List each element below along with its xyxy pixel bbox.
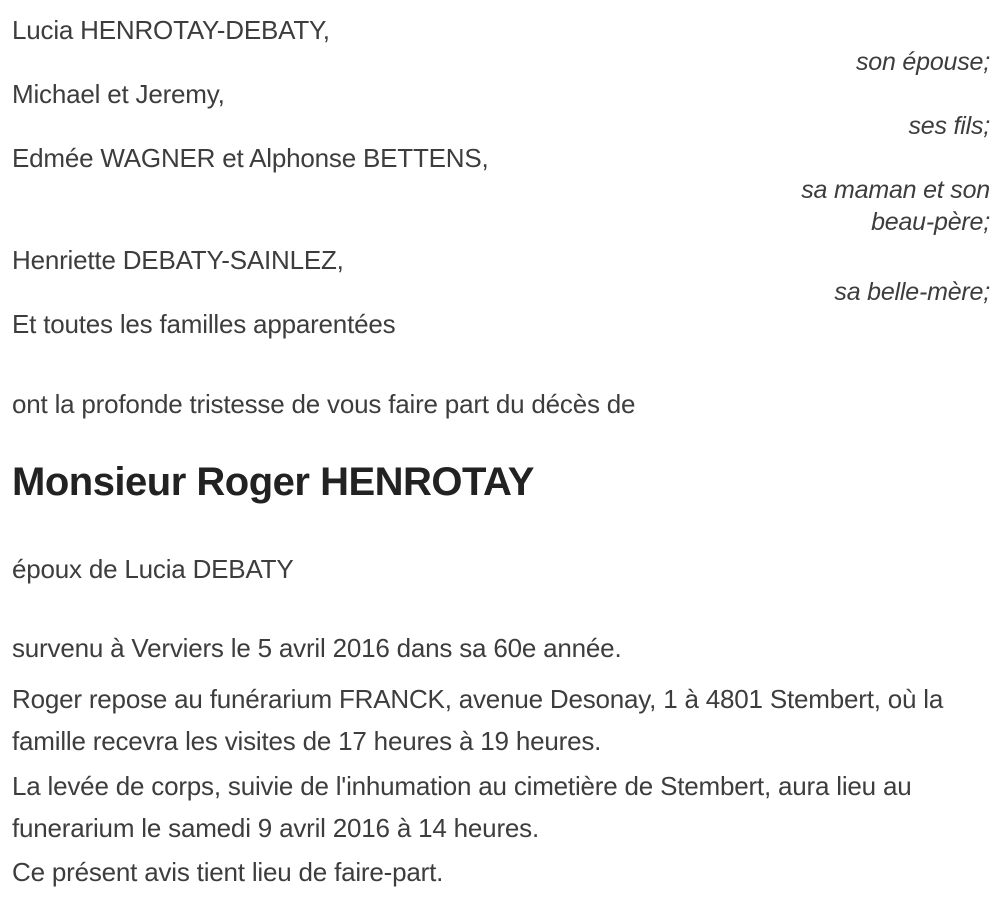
- relative-relation: sa belle-mère;: [834, 278, 990, 306]
- relative-row: [12, 142, 990, 238]
- relative-relation: sa maman et son beau-père;: [801, 176, 990, 236]
- ceremony-paragraph: La levée de corps, suivie de l'inhumation au cimetière de Stembert, aura lieu au funerarium le samedi 9 avril 2016 à 14 heures.: [12, 771, 912, 843]
- deceased-name-heading: Monsieur Roger HENROTAY: [12, 460, 534, 504]
- relative-name: Lucia HENROTAY-DEBATY,: [12, 15, 330, 45]
- relatives-list: [12, 14, 990, 308]
- spouse-line: époux de Lucia DEBATY: [12, 554, 294, 584]
- relative-name: Edmée WAGNER et Alphonse BETTENS,: [12, 143, 489, 173]
- closing-line: Ce présent avis tient lieu de faire-part.: [12, 857, 444, 887]
- death-date-line: survenu à Verviers le 5 avril 2016 dans sa 60e année.: [12, 633, 622, 663]
- relative-name: Michael et Jeremy,: [12, 79, 225, 109]
- relative-relation: ses fils;: [908, 112, 990, 140]
- relative-row: [12, 14, 990, 78]
- relative-row: [12, 78, 990, 142]
- repose-paragraph: Roger repose au funérarium FRANCK, avenue Desonay, 1 à 4801 Stembert, où la famille recevra les visites de 17 heures à 19 heures.: [12, 684, 944, 756]
- families-line: Et toutes les familles apparentées: [12, 309, 396, 339]
- intro-line: ont la profonde tristesse de vous faire part du décès de: [12, 389, 636, 419]
- relative-name: Henriette DEBATY-SAINLEZ,: [12, 245, 344, 275]
- relative-row: [12, 244, 990, 308]
- relative-relation: son épouse;: [855, 48, 990, 76]
